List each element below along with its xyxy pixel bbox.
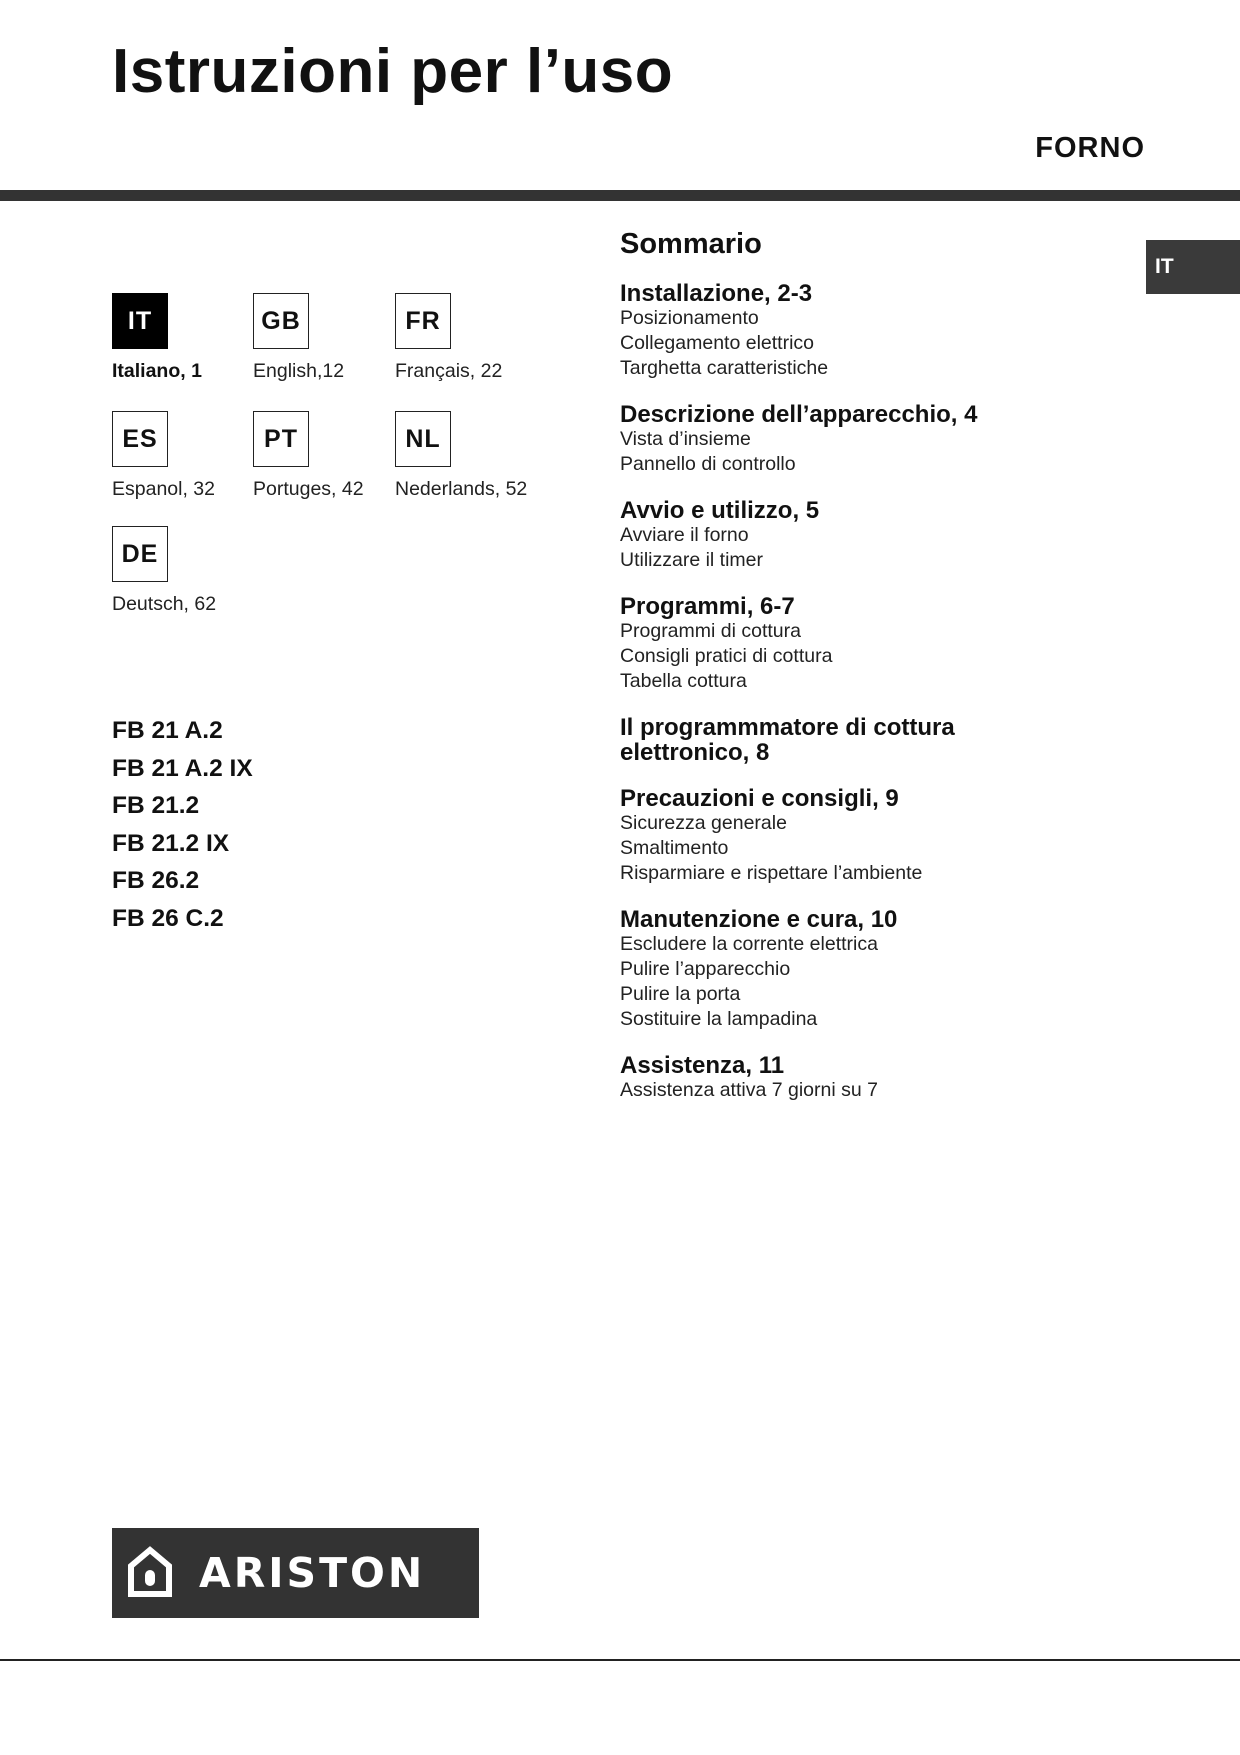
language-gb[interactable]: [253, 293, 393, 383]
toc-item[interactable]: Consigli pratici di cottura: [620, 645, 833, 667]
toc-heading-continued[interactable]: elettronico, 8: [620, 739, 770, 766]
toc-section: [620, 786, 1140, 886]
language-label: Nederlands, 52: [395, 478, 528, 500]
toc-item[interactable]: Avviare il forno: [620, 524, 749, 546]
brand-name: ARISTON: [199, 1549, 426, 1597]
toc-item[interactable]: Escludere la corrente elettrica: [620, 933, 878, 955]
toc-heading[interactable]: Manutenzione e cura, 10: [620, 906, 898, 933]
toc-heading[interactable]: Installazione, 2-3: [620, 280, 813, 307]
toc-item[interactable]: Pulire la porta: [620, 983, 741, 1005]
toc-item[interactable]: Targhetta caratteristiche: [620, 357, 829, 379]
language-code: IT: [112, 293, 168, 349]
toc-section: [620, 594, 1140, 694]
language-nl[interactable]: [395, 411, 535, 501]
toc-item[interactable]: Vista d’insieme: [620, 428, 751, 450]
language-es[interactable]: [112, 411, 252, 501]
language-label: Français, 22: [395, 360, 503, 382]
language-code: PT: [253, 411, 309, 467]
language-code: ES: [112, 411, 168, 467]
house-icon: [126, 1545, 174, 1601]
toc-heading[interactable]: Avvio e utilizzo, 5: [620, 497, 820, 524]
toc-item[interactable]: Assistenza attiva 7 giorni su 7: [620, 1079, 878, 1101]
model-name: FB 26.2: [112, 867, 200, 895]
language-fr[interactable]: [395, 293, 535, 383]
model-name: FB 26 C.2: [112, 904, 224, 932]
toc-item[interactable]: Sicurezza generale: [620, 812, 787, 834]
toc-section: [620, 498, 1140, 573]
toc-section: [620, 907, 1140, 1032]
language-label: Deutsch, 62: [112, 593, 217, 615]
toc-heading[interactable]: Precauzioni e consigli, 9: [620, 785, 899, 812]
language-code: FR: [395, 293, 451, 349]
toc-heading[interactable]: Il programmmatore di cottura: [620, 714, 955, 741]
toc-section: [620, 715, 1140, 765]
product-type: FORNO: [1035, 132, 1145, 164]
footer-divider: [0, 1659, 1240, 1661]
header-divider: [0, 190, 1240, 201]
toc-item[interactable]: Risparmiare e rispettare l’ambiente: [620, 862, 923, 884]
model-name: FB 21 A.2: [112, 717, 223, 744]
toc-section: [620, 281, 1140, 381]
toc-item[interactable]: Sostituire la lampadina: [620, 1008, 818, 1030]
language-label: English,12: [253, 360, 345, 382]
toc-item[interactable]: Pulire l’apparecchio: [620, 958, 791, 980]
language-pt[interactable]: [253, 411, 393, 501]
language-de[interactable]: [112, 526, 252, 616]
toc-section: [620, 402, 1140, 477]
toc-heading[interactable]: Assistenza, 11: [620, 1052, 785, 1079]
language-it[interactable]: [112, 293, 252, 383]
toc-title: Sommario: [620, 228, 762, 260]
language-label: Portuges, 42: [253, 478, 364, 500]
model-name: FB 21.2: [112, 792, 200, 820]
model-name: FB 21.2 IX: [112, 829, 230, 857]
language-label: Italiano, 1: [112, 360, 202, 382]
language-code: DE: [112, 526, 168, 582]
toc-item[interactable]: Posizionamento: [620, 307, 759, 329]
toc-item[interactable]: Pannello di controllo: [620, 453, 796, 475]
brand-logo: [112, 1528, 479, 1618]
language-label: Espanol, 32: [112, 478, 215, 500]
language-code: NL: [395, 411, 451, 467]
toc-item[interactable]: Utilizzare il timer: [620, 549, 764, 571]
model-list: [112, 712, 253, 938]
language-tab: IT: [1146, 240, 1240, 294]
toc-heading[interactable]: Programmi, 6-7: [620, 593, 795, 620]
table-of-contents: [620, 228, 1140, 1124]
model-name: FB 21 A.2 IX: [112, 754, 253, 782]
toc-item[interactable]: Programmi di cottura: [620, 620, 801, 642]
toc-heading[interactable]: Descrizione dell’apparecchio, 4: [620, 401, 978, 428]
page-title: Istruzioni per l’uso: [112, 37, 674, 106]
toc-item[interactable]: Smaltimento: [620, 837, 729, 859]
toc-item[interactable]: Collegamento elettrico: [620, 332, 815, 354]
language-code: GB: [253, 293, 309, 349]
toc-section: [620, 1053, 1140, 1103]
toc-item[interactable]: Tabella cottura: [620, 670, 747, 692]
